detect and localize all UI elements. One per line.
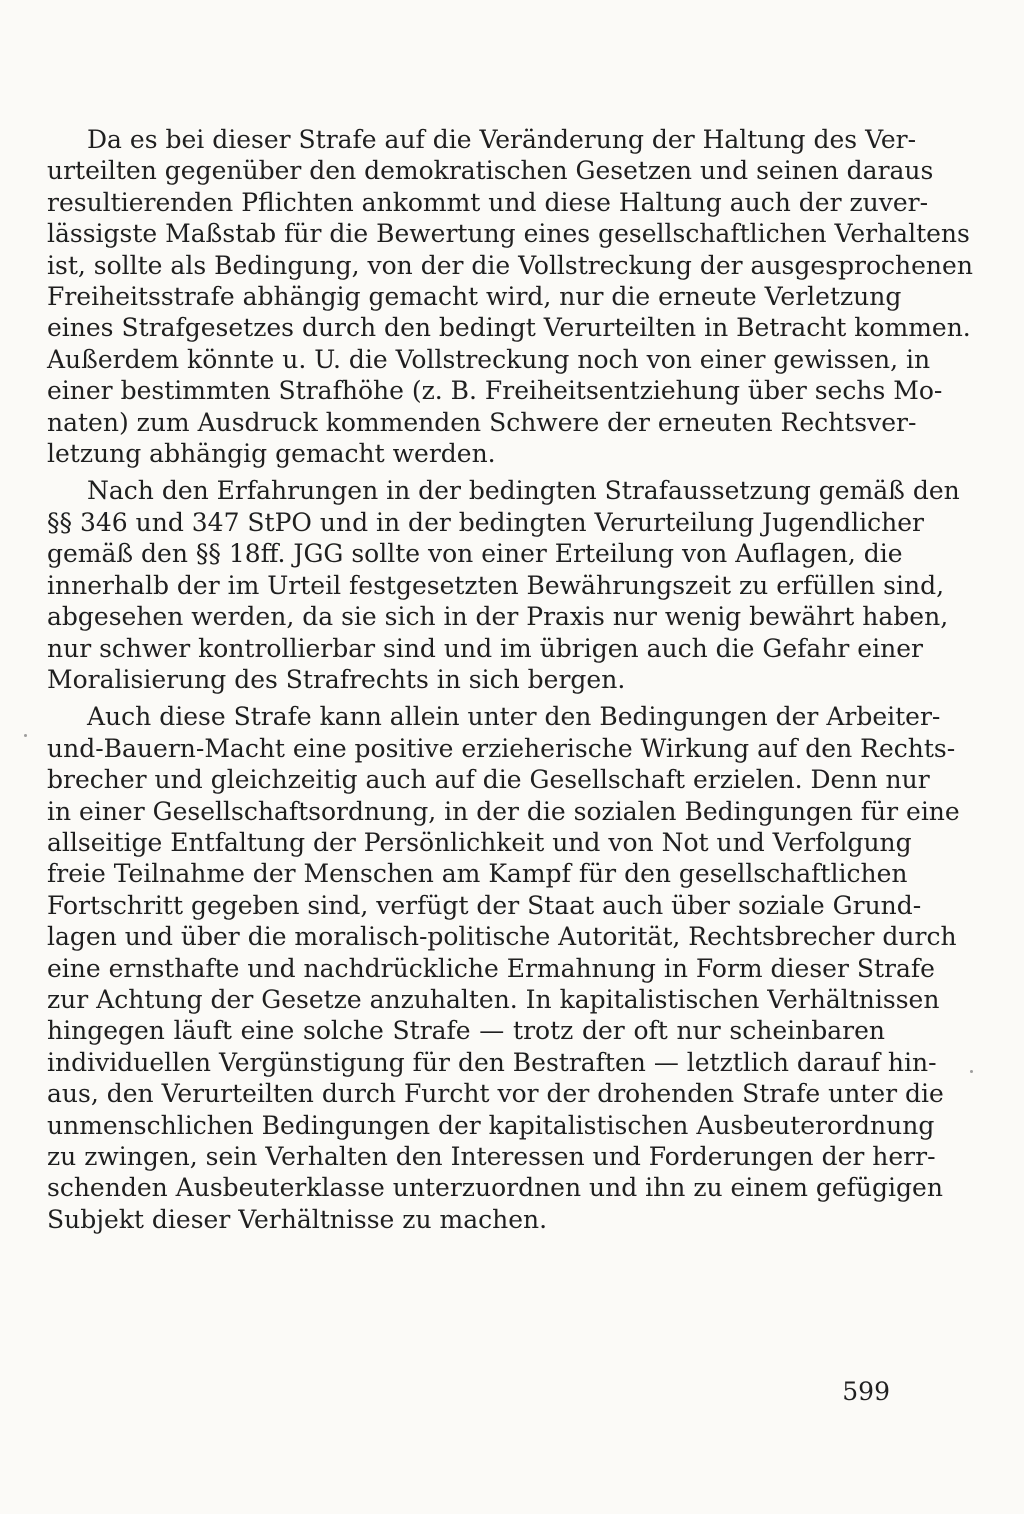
margin-speck	[970, 1070, 973, 1073]
text-line: resultierenden Pflichten ankommt und diese Haltung auch der zuver-	[47, 187, 929, 217]
text-line: zu zwingen, sein Verhalten den Interessen und Forderungen der herr-	[47, 1142, 936, 1171]
text-line: und-Bauern-Macht eine positive erzieherische Wirkung auf den Rechts-	[47, 733, 956, 763]
text-line: eine ernsthafte und nachdrückliche Ermahnung in Form dieser Strafe	[47, 953, 935, 983]
paragraph-2	[47, 475, 960, 695]
text-line: zur Achtung der Gesetze anzuhalten. In kapitalistischen Verhältnissen	[47, 984, 940, 1014]
page-number: 599	[842, 1377, 890, 1406]
paragraph-3	[47, 701, 960, 1235]
text-line: Auch diese Strafe kann allein unter den Bedingungen der Arbeiter-	[87, 702, 941, 732]
text-line: lässigste Maßstab für die Bewertung eines gesellschaftlichen Verhaltens	[47, 219, 970, 249]
text-line: Nach den Erfahrungen in der bedingten Strafaussetzung gemäß den	[87, 476, 960, 506]
body-text	[47, 124, 973, 1235]
margin-speck	[24, 734, 27, 737]
text-line: naten) zum Ausdruck kommenden Schwere der erneuten Rechtsver-	[47, 407, 917, 437]
text-line: eines Strafgesetzes durch den bedingt Verurteilten in Betracht kommen.	[47, 313, 971, 343]
text-line: aus, den Verurteilten durch Furcht vor der drohenden Strafe unter die	[47, 1079, 944, 1109]
text-line: ist, sollte als Bedingung, von der die Vollstreckung der ausgesprochenen	[47, 250, 973, 280]
text-line: Außerdem könnte u. U. die Vollstreckung noch von einer gewissen, in	[47, 344, 931, 374]
text-line: einer bestimmten Strafhöhe (z. B. Freiheitsentziehung über sechs Mo-	[47, 376, 943, 406]
text-line: brecher und gleichzeitig auch auf die Gesellschaft erzielen. Denn nur	[47, 765, 930, 795]
text-line: freie Teilnahme der Menschen am Kampf für den gesellschaftlichen	[47, 859, 908, 889]
text-line: in einer Gesellschaftsordnung, in der die sozialen Bedingungen für eine	[47, 796, 960, 826]
text-line: §§ 346 und 347 StPO und in der bedingten Verurteilung Jugendlicher	[47, 507, 924, 537]
text-line: individuellen Vergünstigung für den Bestraften — letztlich darauf hin-	[47, 1047, 937, 1077]
text-line: Da es bei dieser Strafe auf die Veränderung der Haltung des Ver-	[87, 125, 917, 154]
paragraph-1	[47, 124, 973, 469]
text-line: letzung abhängig gemacht werden.	[47, 439, 496, 469]
text-line: Moralisierung des Strafrechts in sich bergen.	[47, 664, 626, 694]
text-line: innerhalb der im Urteil festgesetzten Bewährungszeit zu erfüllen sind,	[47, 570, 945, 600]
text-line: gemäß den §§ 18ff. JGG sollte von einer Erteilung von Auflagen, die	[47, 539, 903, 569]
text-line: urteilten gegenüber den demokratischen Gesetzen und seinen daraus	[47, 156, 934, 186]
text-line: allseitige Entfaltung der Persönlichkeit und von Not und Verfolgung	[47, 827, 912, 857]
text-line: hingegen läuft eine solche Strafe — trotz der oft nur scheinbaren	[47, 1016, 885, 1046]
text-line: Subjekt dieser Verhältnisse zu machen.	[47, 1204, 548, 1234]
text-line: abgesehen werden, da sie sich in der Praxis nur wenig bewährt haben,	[47, 602, 949, 632]
text-line: unmenschlichen Bedingungen der kapitalistischen Ausbeuterordnung	[47, 1110, 935, 1140]
text-line: Freiheitsstrafe abhängig gemacht wird, nur die erneute Verletzung	[47, 282, 902, 312]
text-line: schenden Ausbeuterklasse unterzuordnen und ihn zu einem gefügigen	[47, 1173, 943, 1203]
text-line: Fortschritt gegeben sind, verfügt der Staat auch über soziale Grund-	[47, 890, 922, 920]
text-line: lagen und über die moralisch-politische Autorität, Rechtsbrecher durch	[47, 922, 957, 952]
text-line: nur schwer kontrollierbar sind und im übrigen auch die Gefahr einer	[47, 633, 923, 663]
